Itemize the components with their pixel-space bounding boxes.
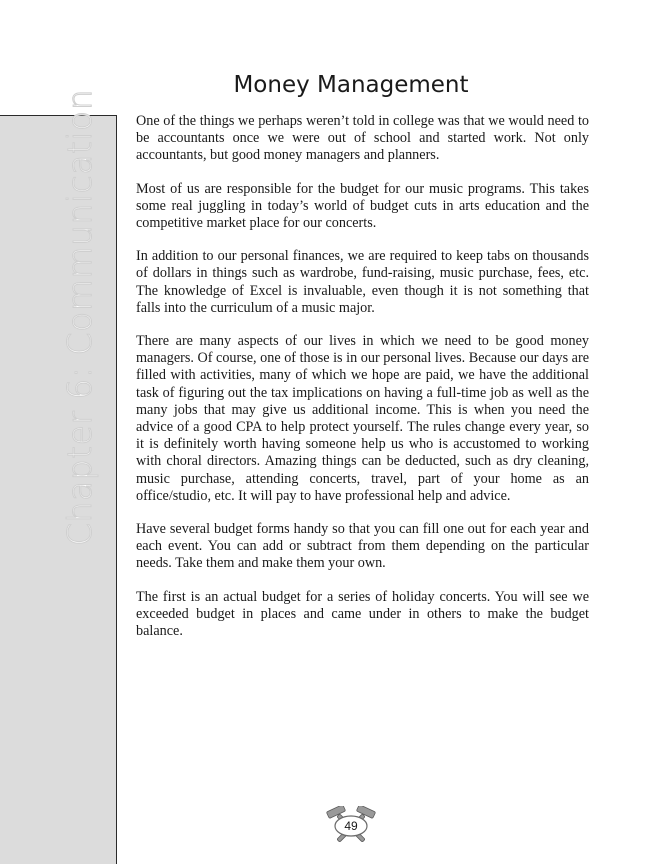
page-number: 49	[344, 819, 358, 833]
chapter-side-tab	[0, 88, 117, 864]
paragraph: There are many aspects of our lives in which we need to be good money managers. Of course, one of those is in our personal lives. Because our days are filled with activities, many of which we hope are paid, we have the additional task of figuring out the tax implications on having a full-time job as well as the many jobs that may give us additional income. This is when you need the advice of a good CPA to help protect yourself. The rules change every year, so it is definitely worth having someone help us who is accustomed to working with choral directors. Amazing things can be deducted, such as dry cleaning, music purchase, attending concerts, travel, part of your home as an office/studio, etc. It will pay to have professional help and advice.	[136, 333, 589, 504]
paragraph: One of the things we perhaps weren’t told in college was that we would need to be accountants once we were out of school and started work. Not only accountants, but good money managers and planners.	[136, 113, 589, 164]
chapter-label: Chapter 6: Communication	[60, 88, 99, 546]
page-number-badge	[323, 806, 379, 848]
paragraph: In addition to our personal finances, we are required to keep tabs on thousands of dollars in things such as wardrobe, fund-raising, music purchase, fees, etc. The knowledge of Excel is invaluable, even though it is not something that falls into the curriculum of a music major.	[136, 248, 589, 316]
paragraph: Have several budget forms handy so that you can fill one out for each year and each event. You can add or subtract from them depending on the particular needs. Take them and make them your own.	[136, 521, 589, 572]
paragraph: The first is an actual budget for a series of holiday concerts. You will see we exceeded budget in places and came under in others to make the budget balance.	[136, 588, 589, 640]
body-text	[136, 113, 589, 656]
page-title: Money Management	[233, 72, 469, 98]
paragraph: Most of us are responsible for the budget for our music programs. This takes some real juggling in today’s world of budget cuts in arts education and the competitive market place for our concerts.	[136, 180, 589, 232]
